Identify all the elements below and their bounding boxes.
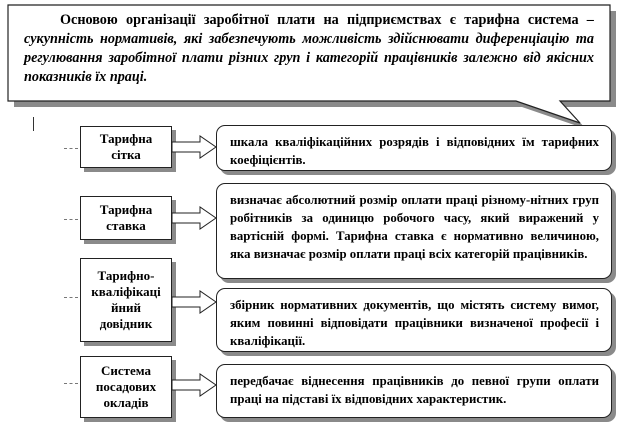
term-line: Тарифно- <box>97 268 155 283</box>
connector-line <box>33 117 34 131</box>
term-line: сітка <box>111 147 141 162</box>
term-salary-system <box>80 356 172 418</box>
term-qualification-guide <box>80 258 172 342</box>
term-line: Система <box>100 363 152 378</box>
desc-tariff-rate: визначає абсолютний розмір оплати праці різному-нітних груп робітників за одиницю робочого часу, який виражений у вартісній формі. Тарифна ставка є нормативно величиною, яка визначає розмір оплати праці всіх категорій працівників. <box>216 183 612 279</box>
row-4-arrow-icon <box>172 372 218 398</box>
intro-definition: – сукупність нормативів, які забезпечують можливість здійснювати диференціацію та регулювання заробітної плати різних груп і категорій працівників залежно від якісних показників їх праці. <box>24 12 594 85</box>
intro-text <box>24 11 594 87</box>
term-line: Тарифна <box>99 202 153 217</box>
intro-lead: Основою організації заробітної плати на підприємствах є тарифна система <box>60 12 579 28</box>
term-line: йний <box>111 300 141 315</box>
term-line: Тарифна <box>99 131 153 146</box>
desc-salary-system: передбачає віднесення працівників до певної групи оплати праці на підставі їх відповідних характеристик. <box>216 364 612 418</box>
row-2-dash <box>64 219 78 220</box>
row-1-dash <box>64 148 78 149</box>
term-line: окладів <box>103 395 149 410</box>
desc-qualification-guide: збірник нормативних документів, що містять систему вимог, яким повинні відповідати працівники визначеної професії і кваліфікації. <box>216 288 612 352</box>
row-1-arrow-icon <box>172 134 218 160</box>
term-line: ставка <box>106 218 146 233</box>
term-tariff-grid <box>80 126 172 168</box>
term-line: довідник <box>99 316 153 331</box>
row-2-arrow-icon <box>172 205 218 231</box>
term-line: посадових <box>95 379 157 394</box>
row-3-arrow-icon <box>172 289 218 315</box>
term-line: кваліфікаці <box>91 284 161 299</box>
row-4-dash <box>64 383 78 384</box>
row-3-dash <box>64 297 78 298</box>
desc-tariff-grid: шкала кваліфікаційних розрядів і відповідних їм тарифних коефіцієнтів. <box>216 125 612 171</box>
term-tariff-rate <box>80 196 172 240</box>
intro-callout <box>6 3 611 121</box>
